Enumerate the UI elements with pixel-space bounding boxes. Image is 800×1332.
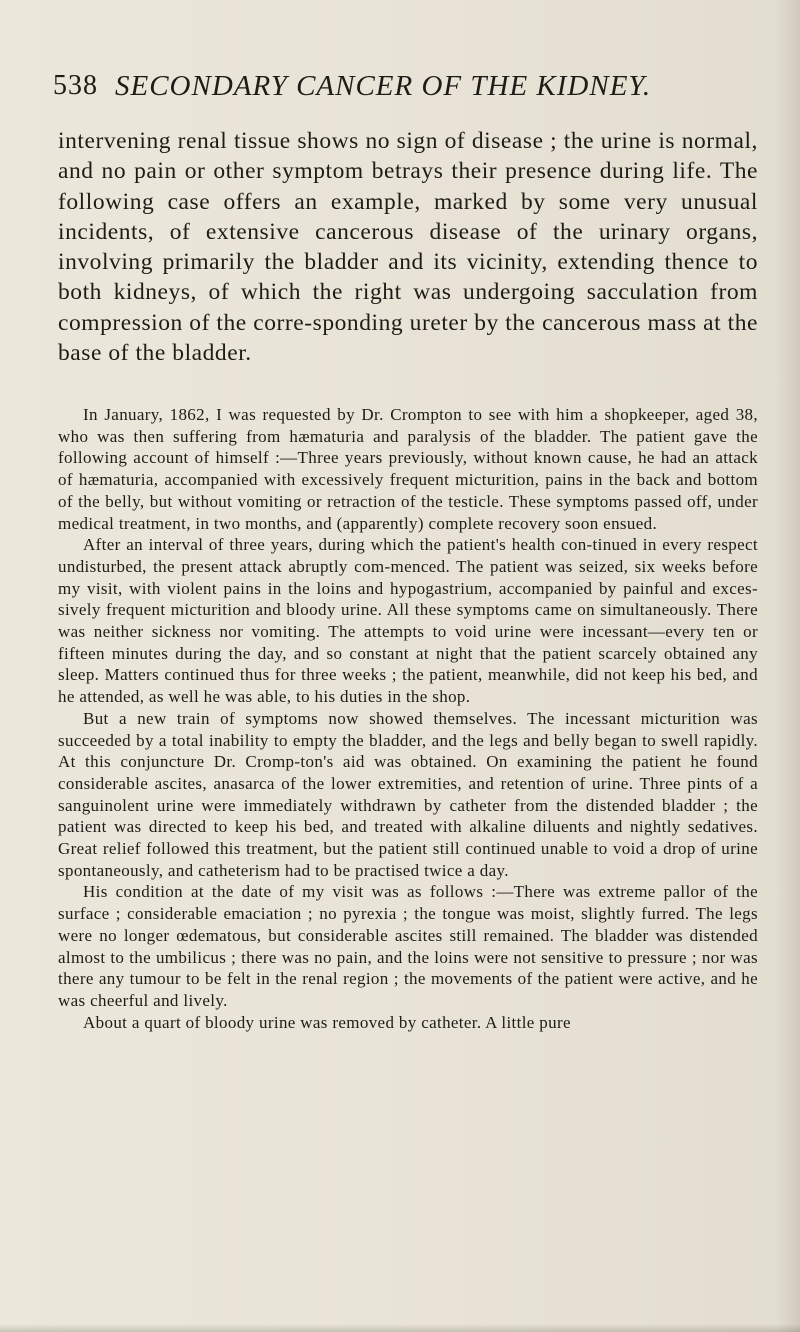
page-edge-shadow: [776, 0, 800, 1332]
case-paragraph-present-attack: After an interval of three years, during which the patient's health con-tinued in every respect undisturbed, the present attack abruptly com-menced. The patient was seized, six weeks before my visit, with violent pains in the loins and hypogastrium, accompanied by painful and exces-sively frequent micturition and bloody urine. All these symptoms came on simultaneously. There was neither sickness nor vomiting. The attempts to void urine were incessant—every ten or fifteen minutes during the day, and so constant at night that the patient scarcely obtained any sleep. Matters continued thus for three weeks ; the patient, meanwhile, did not keep his bed, and he attended, as well he was able, to his duties in the shop.: [58, 535, 758, 707]
running-head: [53, 70, 743, 110]
case-paragraph-new-symptoms: But a new train of symptoms now showed themselves. The incessant micturition was succeeded by a total inability to empty the bladder, and the legs and belly began to swell rapidly. At this conjuncture Dr. Cromp-ton's aid was obtained. On examining the patient he found considerable ascites, anasarca of the lower extremities, and retention of urine. Three pints of a sanguinolent urine were immediately withdrawn by catheter from the distended bladder ; the patient was directed to keep his bed, and treated with alkaline diluents and nightly sedatives. Great relief followed this treatment, but the patient still continued unable to void a drop of urine spontaneously, and catheterism had to be practised twice a day.: [58, 708, 758, 880]
case-paragraph-catheter: About a quart of bloody urine was removed by catheter. A little pure: [83, 1012, 571, 1032]
lead-paragraph: intervening renal tissue shows no sign of disease ; the urine is normal, and no pain or other symptom betrays their presence during life. The following case offers an example, marked by some very unusual incidents, of extensive cancerous disease of the urinary organs, involving primarily the bladder and its vicinity, extending thence to both kidneys, of which the right was undergoing sacculation from compression of the corre-sponding ureter by the cancerous mass at the base of the bladder.: [58, 128, 758, 367]
page-number: 538: [53, 70, 98, 101]
page-bottom-edge: [0, 1324, 800, 1332]
running-title: SECONDARY CANCER OF THE KIDNEY.: [115, 70, 652, 102]
case-paragraph-history: In January, 1862, I was requested by Dr. Crompton to see with him a shopkeeper, aged 38, who was then suffering from hæmaturia and paralysis of the bladder. The patient gave the following account of himself :—Three years previously, without known cause, he had an attack of hæmaturia, accompanied with excessively frequent micturition, pains in the back and bottom of the belly, but without vomiting or retraction of the testicle. These symptoms passed off, under medical treatment, in two months, and (apparently) complete recovery soon ensued.: [58, 405, 758, 533]
case-report: [58, 404, 758, 1033]
case-paragraph-condition: His condition at the date of my visit was as follows :—There was extreme pallor of the surface ; considerable emaciation ; no pyrexia ; the tongue was moist, slightly furred. The legs were no longer œdematous, but considerable ascites still remained. The bladder was distended almost to the umbilicus ; there was no pain, and the loins were not sensitive to pressure ; nor was there any tumour to be felt in the renal region ; the movements of the patient were active, and he was cheerful and lively.: [58, 882, 758, 1010]
